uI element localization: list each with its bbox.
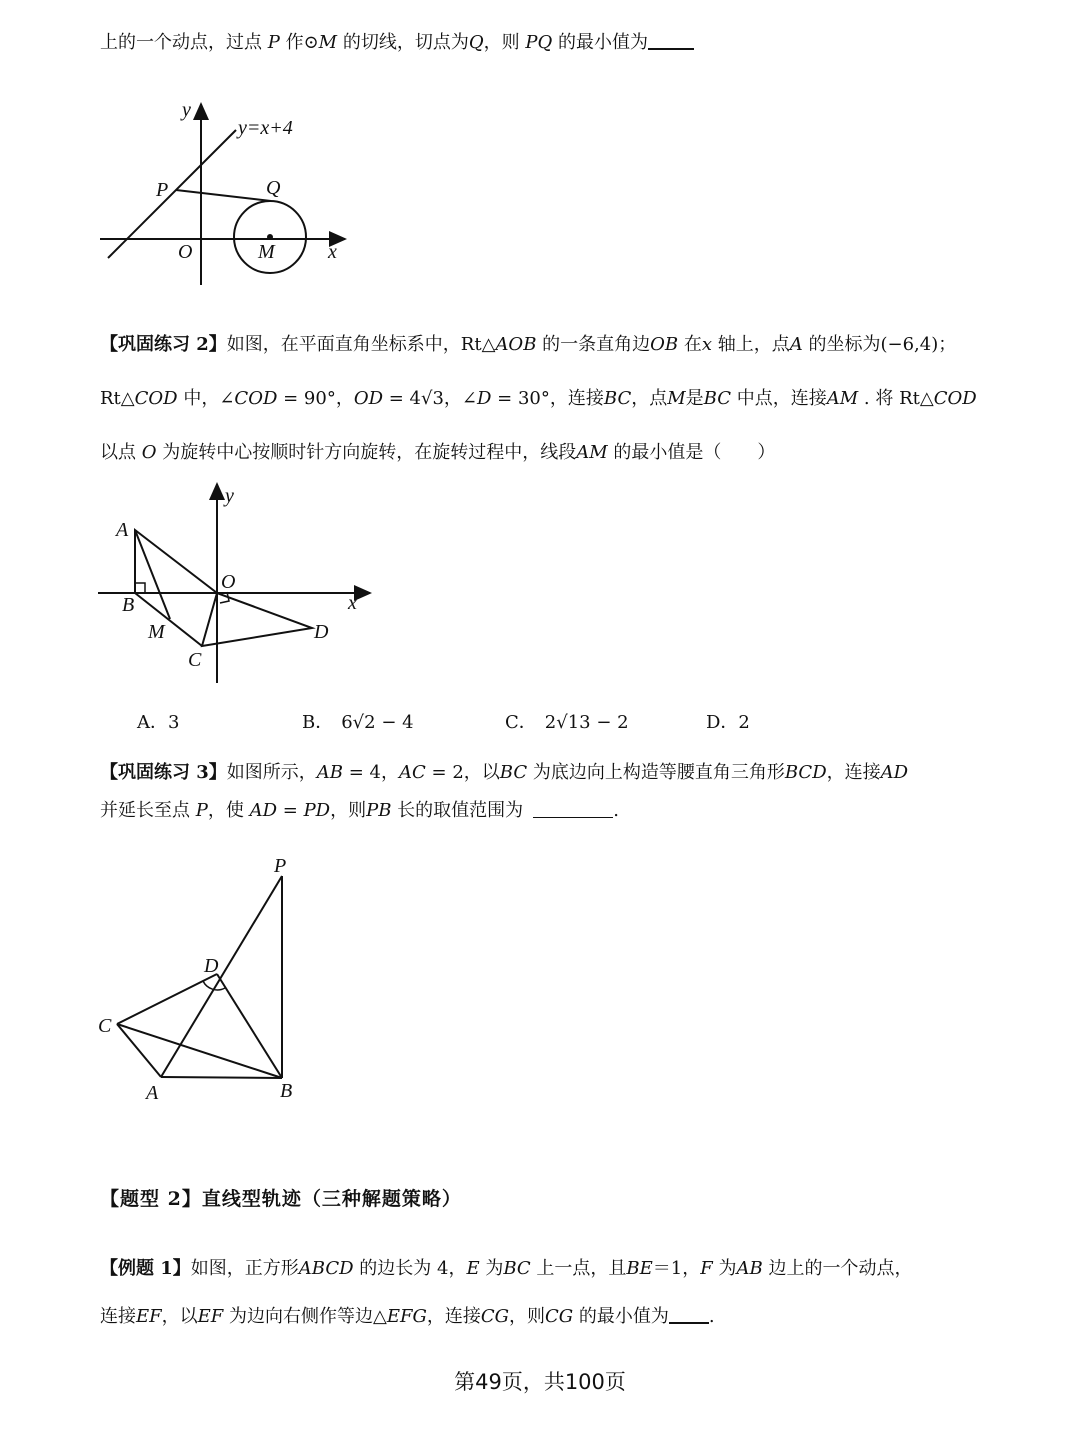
var: EF — [136, 1306, 162, 1327]
var: ABCD — [298, 1258, 354, 1279]
option-d-text: D．2 — [706, 712, 750, 733]
segment-ap — [161, 876, 282, 1077]
practice3-line2 — [100, 796, 619, 822]
text: 并延长至点 — [100, 800, 196, 821]
text: ，则 — [330, 800, 367, 821]
option-b-label: B． — [302, 712, 334, 733]
var: BC — [503, 1258, 531, 1279]
section-heading — [100, 1184, 462, 1211]
text: . 将 Rt△ — [858, 388, 934, 409]
var: D — [477, 388, 492, 409]
var: M — [667, 388, 686, 409]
text: 中点，连接 — [731, 388, 827, 409]
text: = 2，以 — [425, 762, 500, 783]
text: 是 — [685, 388, 704, 409]
var-p: P — [267, 32, 280, 53]
coordinate: (−6,4) — [880, 334, 939, 355]
text: ； — [938, 334, 957, 355]
label-x: x — [328, 241, 337, 263]
text: 作⊙ — [279, 32, 319, 53]
var: EF — [197, 1306, 224, 1327]
label-o: O — [221, 571, 236, 593]
answer-blank — [533, 799, 613, 818]
practice2-line1 — [100, 330, 956, 356]
label-x: x — [348, 592, 357, 614]
segment-cd — [117, 974, 217, 1024]
option-d[interactable] — [706, 708, 750, 734]
label-y: y — [182, 99, 191, 121]
page-footer — [0, 1366, 1080, 1396]
figure-2-rotation — [90, 478, 390, 688]
label-line: y=x+4 — [238, 117, 293, 139]
label-y: y — [225, 485, 234, 507]
section-heading-text: 【题型 2】直线型轨迹（三种解题策略） — [100, 1188, 462, 1210]
example1-line1 — [100, 1254, 912, 1280]
var-pq: PQ — [525, 32, 553, 53]
text: ，则 — [509, 1306, 546, 1327]
var: BC — [499, 762, 528, 783]
practice-tag: 【巩固练习 2】 — [100, 334, 227, 355]
text: 为 — [479, 1258, 504, 1279]
label-p: P — [156, 179, 169, 201]
segment-db — [217, 974, 282, 1078]
var: AM — [576, 442, 608, 463]
var: COD — [134, 388, 178, 409]
practice2-line3 — [100, 438, 775, 464]
text: 的最小值是（ ） — [607, 442, 776, 463]
segment-bc — [135, 593, 202, 646]
text: = 90°， — [277, 388, 354, 409]
label-d: D — [314, 621, 329, 643]
practice2-line2 — [100, 384, 977, 410]
text: 边上的一个动点， — [762, 1258, 913, 1279]
var: PD — [303, 800, 331, 821]
right-angle-b — [135, 583, 145, 593]
question-top-line — [100, 28, 694, 54]
text: 如图，正方形 — [190, 1258, 299, 1279]
label-b: B — [280, 1080, 293, 1102]
segment-ab — [161, 1077, 282, 1078]
text: ，连接 — [826, 762, 881, 783]
label-a: A — [146, 1082, 159, 1104]
var: BE — [626, 1258, 653, 1279]
answer-blank — [648, 30, 694, 50]
var: AB — [316, 762, 344, 783]
var: AB — [736, 1258, 763, 1279]
text: ＝1， — [652, 1258, 701, 1279]
var: A — [789, 334, 803, 355]
label-b: B — [122, 594, 135, 616]
page-number: 第49页，共100页 — [454, 1370, 626, 1394]
label-p: P — [274, 855, 287, 877]
text: 的一条直角边 — [536, 334, 651, 355]
text: ，点 — [631, 388, 668, 409]
label-d: D — [204, 955, 219, 977]
option-b-value: 6√2 − 4 — [341, 712, 414, 733]
figure-3-triangles — [90, 848, 330, 1108]
segment-pq — [176, 190, 271, 201]
var-q: Q — [468, 32, 484, 53]
text: 的最小值为 — [573, 1306, 669, 1327]
text: Rt△ — [100, 388, 135, 409]
text: 的坐标为 — [802, 334, 881, 355]
var: BC — [703, 388, 732, 409]
text: . — [708, 1306, 715, 1327]
text: 中，∠ — [177, 388, 235, 409]
option-a-text: A．3 — [137, 712, 180, 733]
label-a: A — [116, 519, 129, 541]
option-c[interactable] — [505, 708, 629, 734]
option-c-label: C． — [505, 712, 537, 733]
text: 为边向右侧作等边△ — [223, 1306, 387, 1327]
option-c-value: 2√13 − 2 — [544, 712, 629, 733]
label-c: C — [98, 1015, 112, 1037]
text: . — [613, 800, 619, 821]
var: BCD — [784, 762, 827, 783]
text: 为 — [712, 1258, 737, 1279]
var: OD — [353, 388, 384, 409]
text: = 30°，连接 — [491, 388, 604, 409]
text: 如图所示， — [226, 762, 317, 783]
label-q: Q — [266, 177, 281, 199]
var: AD — [249, 800, 278, 821]
text: = — [277, 800, 304, 821]
text: ，以 — [161, 1306, 198, 1327]
label-o: O — [178, 241, 193, 263]
var: AOB — [495, 334, 537, 355]
text: 连接 — [100, 1306, 136, 1327]
var: CG — [480, 1306, 510, 1327]
text: 为底边向上构造等腰直角三角形 — [527, 762, 785, 783]
text: 上一点，且 — [530, 1258, 627, 1279]
var: OB — [650, 334, 679, 355]
text: ，连接 — [426, 1306, 481, 1327]
example1-line2 — [100, 1302, 715, 1328]
var: F — [700, 1258, 713, 1279]
var: AC — [399, 762, 426, 783]
figure-1-circle-tangent — [90, 92, 370, 292]
text: 的边长为 4， — [353, 1258, 467, 1279]
label-c: C — [188, 649, 202, 671]
var-m: M — [318, 32, 338, 53]
triangle-cod — [202, 593, 312, 646]
text: = 4， — [343, 762, 400, 783]
label-m: M — [258, 241, 275, 263]
var: E — [466, 1258, 480, 1279]
var: CG — [545, 1306, 574, 1327]
var: O — [141, 442, 157, 463]
option-a[interactable] — [137, 708, 179, 734]
var: AD — [880, 762, 909, 783]
var: BC — [603, 388, 632, 409]
option-b[interactable] — [302, 708, 414, 734]
var: COD — [933, 388, 977, 409]
segment-cb — [117, 1024, 282, 1078]
var: EFG — [386, 1306, 427, 1327]
text: 轴上，点 — [712, 334, 790, 355]
var: COD — [234, 388, 278, 409]
text: 上的一个动点，过点 — [100, 32, 268, 53]
var: PB — [366, 800, 392, 821]
text: = 4√3，∠ — [383, 388, 478, 409]
text: 为旋转中心按顺时针方向旋转，在旋转过程中，线段 — [156, 442, 577, 463]
text: 在 — [678, 334, 702, 355]
label-m: M — [148, 621, 165, 643]
var: P — [195, 800, 208, 821]
practice-tag: 【巩固练习 3】 — [100, 762, 227, 783]
text: 如图，在平面直角坐标系中，Rt△ — [226, 334, 496, 355]
text: 以点 — [100, 442, 142, 463]
practice3-line1 — [100, 758, 908, 784]
text: ，使 — [207, 800, 250, 821]
text: 的最小值为 — [552, 32, 648, 53]
text: 的切线，切点为 — [337, 32, 469, 53]
var: AM — [826, 388, 859, 409]
center-m-dot — [267, 234, 273, 240]
text: 长的取值范围为 — [391, 800, 524, 821]
example-tag: 【例题 1】 — [100, 1258, 191, 1279]
text: ，则 — [483, 32, 526, 53]
answer-blank — [669, 1304, 709, 1324]
var: x — [701, 334, 713, 355]
